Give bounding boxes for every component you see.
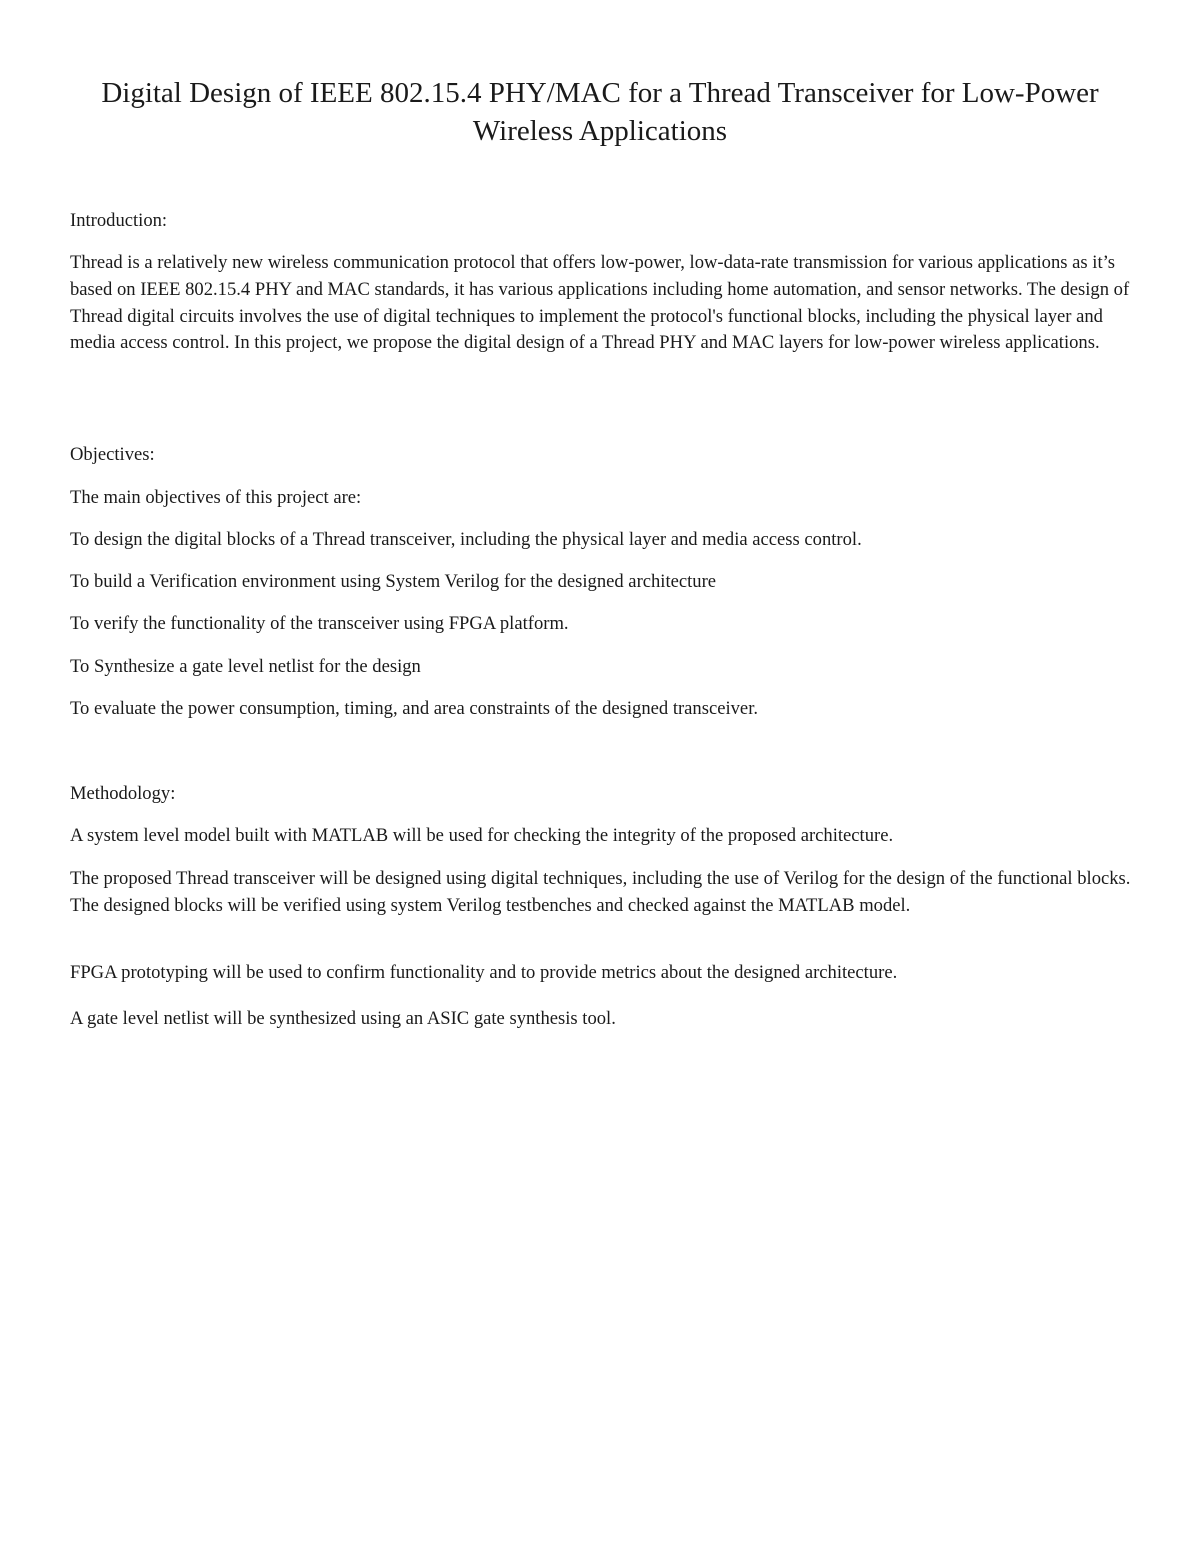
objectives-lead	[70, 485, 1135, 512]
methodology-item	[70, 866, 1135, 920]
methodology-item-text: A system level model built with MATLAB will be used for checking the integrity of the proposed architecture.	[70, 825, 894, 846]
objective-item-text: To design the digital blocks of a Thread transceiver, including the physical layer and media access control.	[70, 529, 862, 550]
methodology-item	[70, 960, 1135, 987]
objectives-heading	[70, 442, 1135, 469]
objective-item-text: To evaluate the power consumption, timing, and area constraints of the designed transceiver.	[70, 698, 759, 719]
objective-item-text: To build a Verification environment using System Verilog for the designed architecture	[70, 571, 717, 592]
methodology-item	[70, 1006, 1135, 1033]
objective-item	[70, 611, 1135, 638]
methodology-heading-text: Methodology:	[70, 783, 176, 804]
objective-item	[70, 527, 1135, 554]
objectives-heading-text: Objectives:	[70, 444, 155, 465]
introduction-heading	[70, 208, 1135, 235]
document-title: Digital Design of IEEE 802.15.4 PHY/MAC for a Thread Transceiver for Low-Power Wireless Applications	[101, 77, 1099, 147]
objectives-lead-text: The main objectives of this project are:	[70, 487, 362, 508]
objective-item-text: To Synthesize a gate level netlist for the design	[70, 656, 421, 677]
objective-item	[70, 569, 1135, 596]
objective-item-text: To verify the functionality of the transceiver using FPGA platform.	[70, 613, 569, 634]
introduction-paragraph-text: Thread is a relatively new wireless communication protocol that offers low-power, low-data-rate transmission for various applications as it’s based on IEEE 802.15.4 PHY and MAC standards, it has various applications including home automation, and sensor networks. The design of Thread digital circuits involves the use of digital techniques to implement the protocol's functional blocks, including the physical layer and media access control. In this project, we propose the digital design of a Thread PHY and MAC layers for low-power wireless applications.	[70, 252, 1130, 354]
methodology-item	[70, 823, 1135, 850]
methodology-item-text: FPGA prototyping will be used to confirm functionality and to provide metrics about the designed architecture.	[70, 962, 898, 983]
methodology-item-text: The proposed Thread transceiver will be designed using digital techniques, including the use of Verilog for the design of the functional blocks. The designed blocks will be verified using system Verilog testbenches and checked against the MATLAB model.	[70, 868, 1131, 916]
objective-item	[70, 696, 1135, 723]
introduction-paragraph	[70, 250, 1135, 357]
methodology-heading	[70, 781, 1135, 808]
methodology-item-text: A gate level netlist will be synthesized using an ASIC gate synthesis tool.	[70, 1008, 616, 1029]
introduction-heading-text: Introduction:	[70, 210, 168, 231]
objective-item	[70, 654, 1135, 681]
